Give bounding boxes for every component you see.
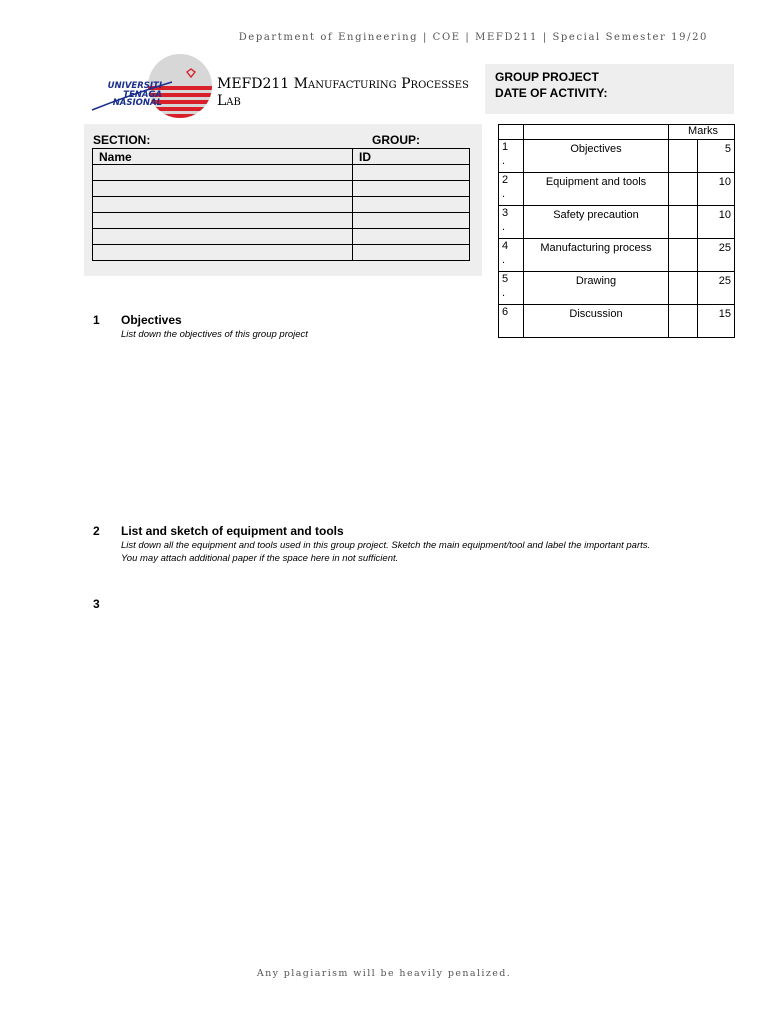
logo-line: TENAGA [123, 89, 162, 100]
criteria-name: Manufacturing process [524, 239, 669, 272]
logo-wordmark [72, 82, 162, 108]
criteria-name: Safety precaution [524, 206, 669, 239]
section-title-objectives: Objectives [121, 313, 182, 327]
group-project-title: GROUP PROJECT [495, 70, 599, 84]
logo-line: NASIONAL [112, 98, 162, 108]
id-cell[interactable] [353, 197, 470, 213]
marks-header-blank [524, 125, 669, 140]
table-row [93, 197, 470, 213]
equipment-answer-area[interactable] [121, 568, 721, 592]
score-cell[interactable] [669, 305, 698, 338]
criteria-marks: 5 [698, 140, 735, 173]
table-row [499, 140, 735, 173]
table-row [93, 181, 470, 197]
criteria-marks: 10 [698, 206, 735, 239]
marks-table [498, 124, 735, 338]
score-cell[interactable] [669, 140, 698, 173]
objectives-answer-area[interactable] [121, 346, 721, 506]
score-cell[interactable] [669, 272, 698, 305]
table-row [93, 213, 470, 229]
criteria-number: 2 . [499, 173, 524, 206]
section-description: List down all the equipment and tools used in this group project. Sketch the main equipment/tool and label the important parts. You may attach additional paper if the space here in not sufficient. [121, 540, 651, 564]
id-cell[interactable] [353, 213, 470, 229]
criteria-marks: 10 [698, 173, 735, 206]
logo-line: UNIVERSITI [107, 81, 162, 91]
criteria-marks: 25 [698, 272, 735, 305]
marks-table-wrapper [498, 124, 735, 320]
criteria-marks: 25 [698, 239, 735, 272]
id-cell[interactable] [353, 245, 470, 261]
table-row [499, 239, 735, 272]
university-logo [72, 60, 212, 112]
name-cell[interactable] [93, 245, 353, 261]
group-label: GROUP: [372, 133, 420, 147]
running-head: Department of Engineering | COE | MEFD211 | Special Semester 19/20 [238, 32, 708, 43]
criteria-number: 5 . [499, 272, 524, 305]
id-cell[interactable] [353, 229, 470, 245]
section-title-equipment: List and sketch of equipment and tools [121, 524, 344, 538]
table-row [499, 173, 735, 206]
group-project-box [485, 64, 734, 114]
score-cell[interactable] [669, 206, 698, 239]
criteria-number: 4 . [499, 239, 524, 272]
date-of-activity-label: DATE OF ACTIVITY: [495, 86, 608, 100]
course-title [217, 76, 482, 118]
score-cell[interactable] [669, 173, 698, 206]
name-cell[interactable] [93, 165, 353, 181]
criteria-name: Objectives [524, 140, 669, 173]
marks-header: Marks [669, 125, 735, 140]
id-cell[interactable] [353, 181, 470, 197]
section-number: 2 [93, 524, 100, 538]
table-row [93, 229, 470, 245]
score-cell[interactable] [669, 239, 698, 272]
criteria-name: Equipment and tools [524, 173, 669, 206]
marks-header-blank [499, 125, 524, 140]
member-table [92, 148, 470, 261]
name-cell[interactable] [93, 213, 353, 229]
id-cell[interactable] [353, 165, 470, 181]
criteria-number: 6 [499, 305, 524, 338]
criteria-marks: 15 [698, 305, 735, 338]
section-description: List down the objectives of this group project [121, 329, 308, 340]
name-cell[interactable] [93, 181, 353, 197]
section-number: 1 [93, 313, 100, 327]
plagiarism-notice: Any plagiarism will be heavily penalized. [256, 968, 512, 979]
table-row [93, 165, 470, 181]
table-row [499, 206, 735, 239]
table-row [499, 272, 735, 305]
name-cell[interactable] [93, 197, 353, 213]
section-3-answer-area[interactable] [121, 615, 721, 945]
criteria-name: Discussion [524, 305, 669, 338]
section-label: SECTION: [93, 133, 151, 147]
name-cell[interactable] [93, 229, 353, 245]
course-code: MEFD211 [217, 76, 290, 92]
table-row [93, 245, 470, 261]
section-number: 3 [93, 597, 100, 611]
name-column-header: Name [93, 149, 353, 165]
criteria-name: Drawing [524, 272, 669, 305]
criteria-number: 1 . [499, 140, 524, 173]
id-column-header: ID [353, 149, 470, 165]
course-name: Manufacturing Processes Lab [217, 76, 469, 109]
criteria-number: 3 . [499, 206, 524, 239]
